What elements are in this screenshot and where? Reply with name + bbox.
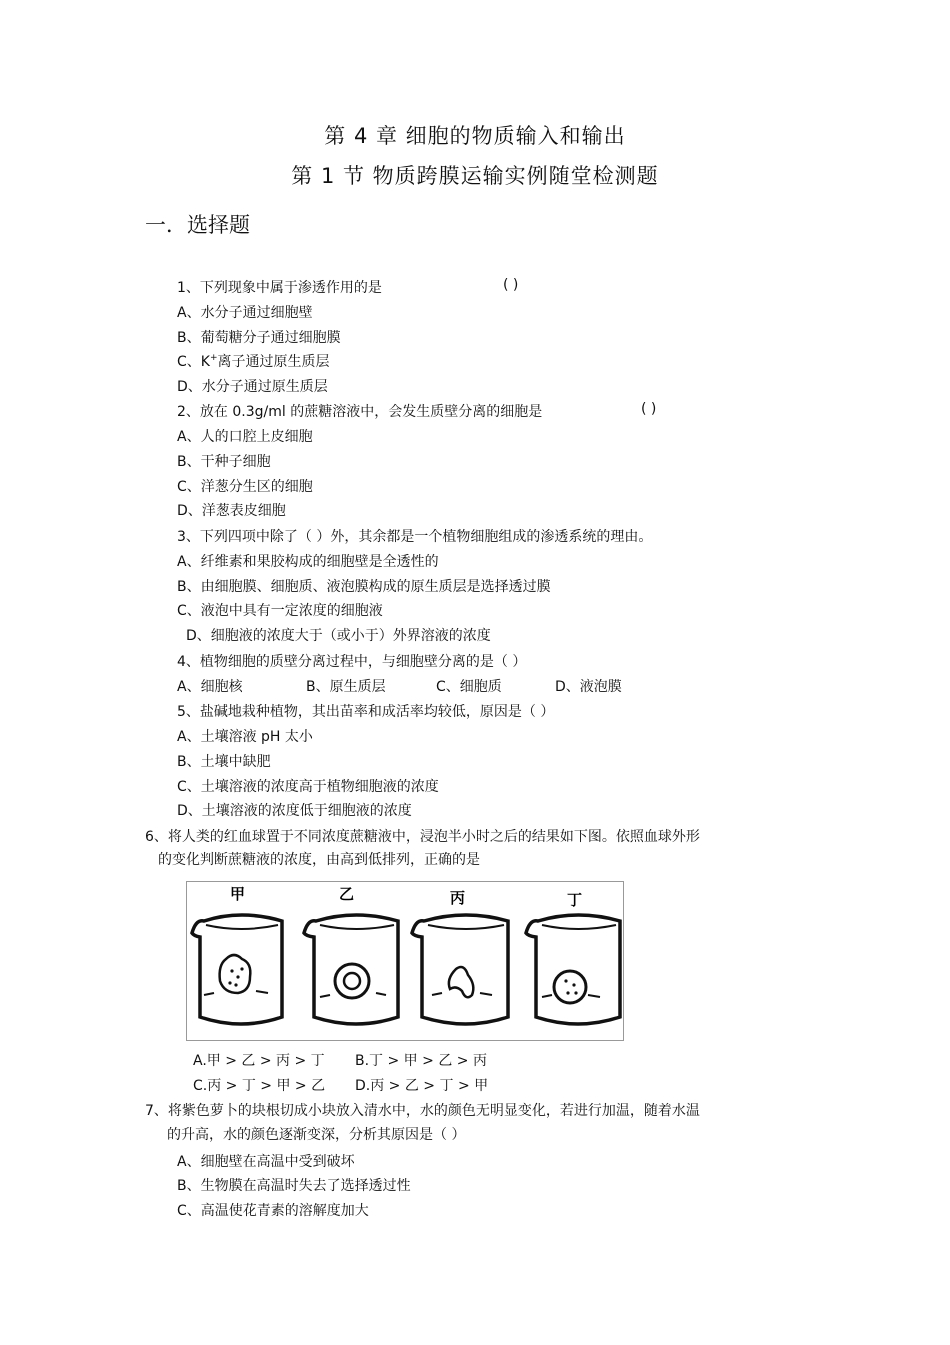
q4-option-d: D、液泡膜 xyxy=(555,679,622,695)
q5-option-b: B、土壤中缺肥 xyxy=(177,754,271,770)
q1-stem: 1、下列现象中属于渗透作用的是 xyxy=(177,280,382,296)
q3-option-c: C、液泡中具有一定浓度的细胞液 xyxy=(177,603,383,619)
q3-stem: 3、下列四项中除了（ ）外，其余都是一个植物细胞组成的渗透系统的理由。 xyxy=(177,529,653,545)
q5-option-d: D、土壤溶液的浓度低于细胞液的浓度 xyxy=(177,803,412,819)
q6-option-d: D.丙 > 乙 > 丁 > 甲 xyxy=(355,1078,489,1094)
q1-option-c-sup: + xyxy=(209,353,218,363)
q1-option-c-post: 离子通过原生质层 xyxy=(217,354,330,370)
beaker-yi xyxy=(304,885,398,1024)
q3-option-d: D、细胞液的浓度大于（或小于）外界溶液的浓度 xyxy=(186,628,491,644)
q6-option-c: C.丙 > 丁 > 甲 > 乙 xyxy=(193,1078,326,1094)
q2-option-b: B、干种子细胞 xyxy=(177,454,271,470)
q2-stem: 2、放在 0.3g/ml 的蔗糖溶液中，会发生质壁分离的细胞是 xyxy=(177,404,543,420)
q6-stem-line1: 6、将人类的红血球置于不同浓度蔗糖液中，浸泡半小时之后的结果如下图。依照血球外形 xyxy=(145,829,700,845)
beakers-figure xyxy=(186,881,624,1041)
q7-option-b: B、生物膜在高温时失去了选择透过性 xyxy=(177,1178,411,1194)
q1-option-b: B、葡萄糖分子通过细胞膜 xyxy=(177,330,341,346)
q1-option-d: D、水分子通过原生质层 xyxy=(177,379,328,395)
q7-option-a: A、细胞壁在高温中受到破坏 xyxy=(177,1154,355,1170)
q3-option-b: B、由细胞膜、细胞质、液泡膜构成的原生质层是选择透过膜 xyxy=(177,579,551,595)
beaker-label-ding: 丁 xyxy=(567,891,583,909)
q3-option-a: A、纤维素和果胶构成的细胞壁是全透性的 xyxy=(177,554,439,570)
section-title: 第 1 节 物质跨膜运输实例随堂检测题 xyxy=(291,164,659,188)
beaker-ding xyxy=(526,891,620,1024)
q4-option-c: C、细胞质 xyxy=(436,679,502,695)
q2-answer-paren: ( ) xyxy=(641,401,657,417)
beaker-label-yi: 乙 xyxy=(339,885,355,903)
beaker-label-jia: 甲 xyxy=(230,885,246,903)
beaker-label-bing: 丙 xyxy=(450,889,466,907)
q1-option-c xyxy=(177,351,330,371)
q6-option-b: B.丁 > 甲 > 乙 > 丙 xyxy=(355,1053,487,1069)
q4-option-a: A、细胞核 xyxy=(177,679,243,695)
q1-answer-paren: ( ) xyxy=(503,277,519,293)
section-heading: 一．选择题 xyxy=(145,213,250,237)
beaker-jia xyxy=(192,885,282,1024)
q5-stem: 5、盐碱地栽种植物，其出苗率和成活率均较低，原因是（ ） xyxy=(177,704,555,720)
q5-option-a: A、土壤溶液 pH 太小 xyxy=(177,729,313,745)
q5-option-c: C、土壤溶液的浓度高于植物细胞液的浓度 xyxy=(177,779,439,795)
q2-option-a: A、人的口腔上皮细胞 xyxy=(177,429,313,445)
q7-stem-line1: 7、将紫色萝卜的块根切成小块放入清水中，水的颜色无明显变化，若进行加温，随着水温 xyxy=(145,1103,700,1119)
beaker-bing xyxy=(412,889,508,1024)
q6-stem-line2: 的变化判断蔗糖液的浓度，由高到低排列，正确的是 xyxy=(158,852,480,868)
q2-option-d: D、洋葱表皮细胞 xyxy=(177,503,286,519)
q2-option-c: C、洋葱分生区的细胞 xyxy=(177,479,313,495)
figure-border xyxy=(187,882,624,1041)
q4-option-b: B、原生质层 xyxy=(306,679,386,695)
chapter-title: 第 4 章 细胞的物质输入和输出 xyxy=(324,124,626,148)
q1-option-a: A、水分子通过细胞壁 xyxy=(177,305,313,321)
q1-option-c-pre: C、K xyxy=(177,354,210,370)
q4-stem: 4、植物细胞的质壁分离过程中，与细胞壁分离的是（ ） xyxy=(177,654,527,670)
q6-option-a: A.甲 > 乙 > 丙 > 丁 xyxy=(193,1053,325,1069)
q7-stem-line2: 的升高，水的颜色逐渐变深，分析其原因是（ ） xyxy=(167,1127,466,1143)
q7-option-c: C、高温使花青素的溶解度加大 xyxy=(177,1203,369,1219)
